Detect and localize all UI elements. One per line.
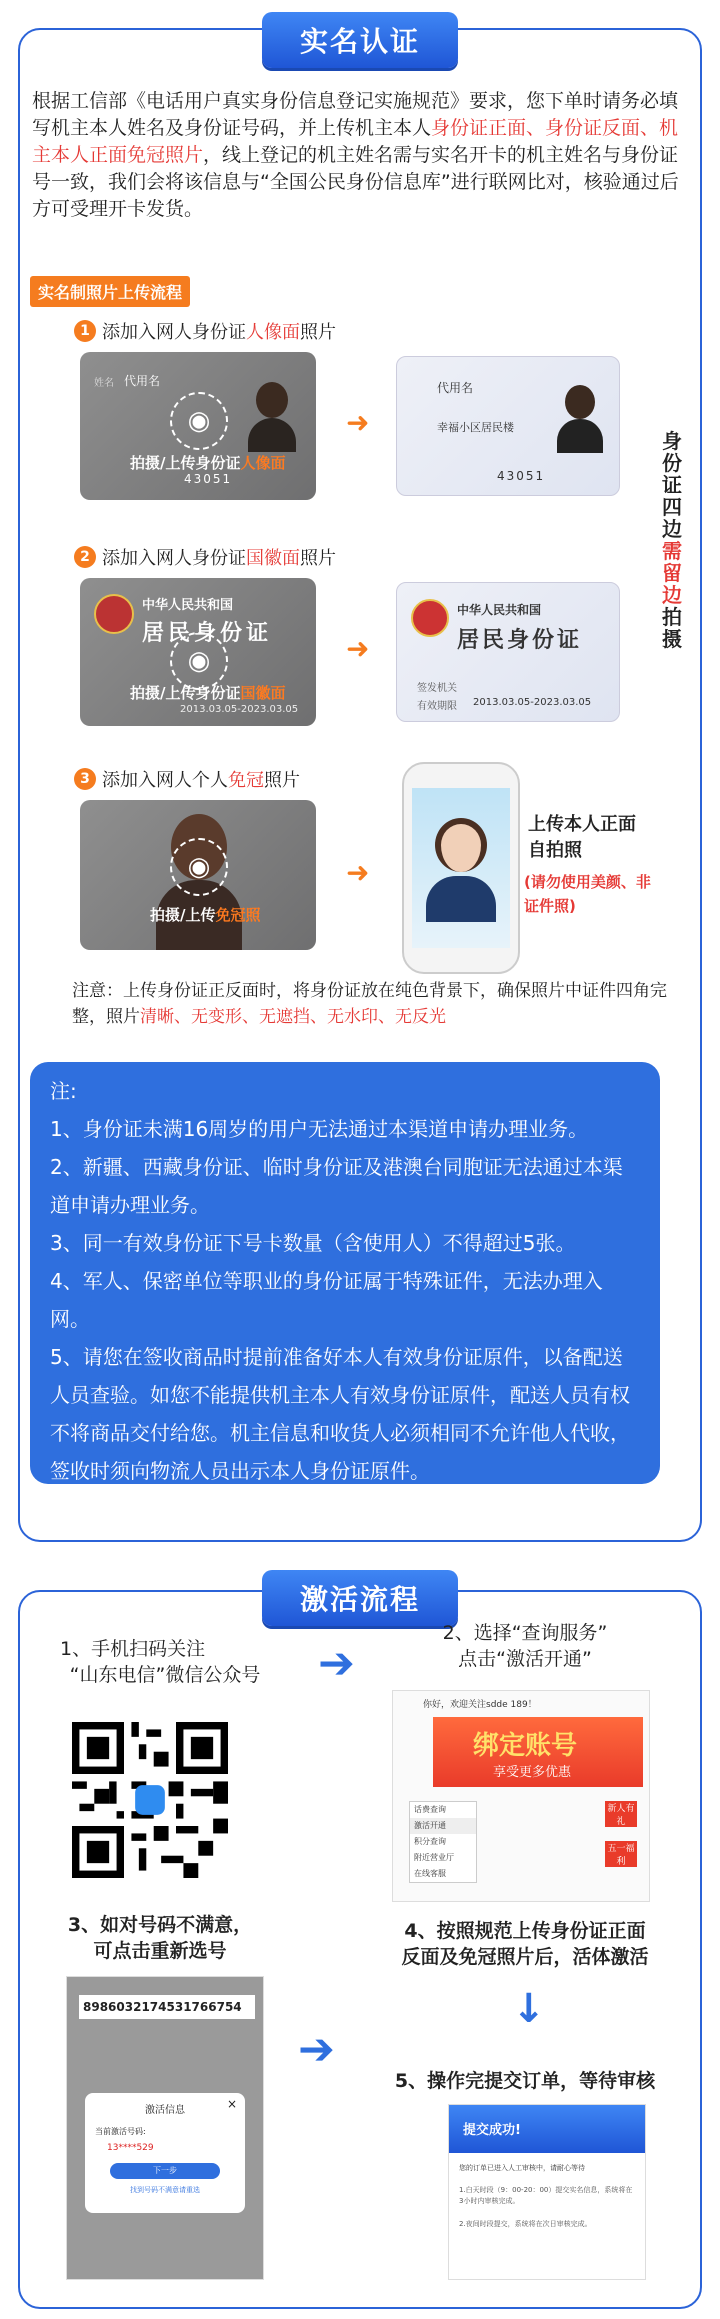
sample-addr-value: 幸福小区居民楼 bbox=[437, 421, 514, 434]
side-note-2: 拍摄 bbox=[662, 605, 682, 651]
selfie-upload-card[interactable] bbox=[80, 800, 316, 950]
notes-title: 注: bbox=[50, 1079, 77, 1103]
sample-avatar bbox=[557, 385, 603, 455]
emblem-icon bbox=[94, 594, 134, 634]
id-front-upload-card[interactable] bbox=[80, 352, 316, 500]
id-back-upload-card[interactable] bbox=[80, 578, 316, 726]
step2-upload-highlight: 国徽面 bbox=[240, 684, 286, 702]
banner-small: 享受更多优惠 bbox=[493, 1765, 572, 1780]
notice-red: 清晰、无变形、无遮挡、无水印、无反光 bbox=[140, 1007, 446, 1027]
step2-upload-label[interactable] bbox=[130, 682, 286, 703]
popup-number: 13****529 bbox=[107, 2143, 154, 2153]
arrow-right-icon: ➜ bbox=[346, 406, 370, 439]
sample-validity-value: 2013.03.05-2023.03.05 bbox=[473, 697, 592, 708]
back-validity: 2013.03.05-2023.03.05 bbox=[180, 704, 299, 715]
step1-suffix: 照片 bbox=[300, 322, 336, 343]
flow-step1-line2: “山东电信”微信公众号 bbox=[69, 1664, 261, 1686]
step2-suffix: 照片 bbox=[300, 548, 336, 569]
flow-step5: 5、操作完提交订单，等待审核 bbox=[394, 2070, 656, 2092]
selfie-phone-sample bbox=[402, 762, 520, 974]
back-country: 中华人民共和国 bbox=[142, 598, 234, 613]
step1-upload-prefix: 拍摄/上传身份证 bbox=[130, 454, 241, 472]
flow-step3-line2: 可点击重新选号 bbox=[93, 1940, 227, 1962]
wechat-menu bbox=[409, 1801, 477, 1883]
step3-upload-highlight: 免冠照 bbox=[215, 906, 261, 924]
back-card-title: 居民身份证 bbox=[142, 621, 273, 646]
tag-1: 新人有礼 bbox=[605, 1801, 637, 1827]
sample-validity-label: 有效期限 bbox=[417, 701, 457, 712]
activation-title: 激活流程 bbox=[262, 1570, 458, 1626]
notes-box bbox=[30, 1062, 660, 1484]
flow-step1 bbox=[40, 1636, 290, 1688]
note-1: 1、身份证未满16周岁的用户无法通过本渠道申请办理业务。 bbox=[50, 1117, 589, 1141]
wechat-greeting: 你好，欢迎关注sdde 189！ bbox=[423, 1700, 537, 1710]
note-3: 3、同一有效身份证下号卡数量（含使用人）不得超过5张。 bbox=[50, 1231, 576, 1255]
side-note-1: 身份证四边 bbox=[662, 429, 682, 541]
note-5: 5、请您在签收商品时提前准备好本人有效身份证原件，以备配送人员查验。如您不能提供机主本人有效身份证原件，配送人员有权不将商品交付给您。机主信息和收货人必须相同不允许他人代收，签收时须向物流人员出示本人身份证原件。 bbox=[50, 1345, 630, 1483]
submit-detail-2: 2.夜间时段提交，系统将在次日审核完成。 bbox=[459, 2220, 592, 2228]
menu-item[interactable]: 在线客服 bbox=[414, 1869, 446, 1878]
phone-screen bbox=[412, 788, 510, 948]
arrow-right-icon: ➜ bbox=[346, 632, 370, 665]
id-back-sample bbox=[396, 582, 620, 722]
sample-id-value: 43051 bbox=[497, 469, 546, 483]
note-2: 2、新疆、西藏身份证、临时身份证及港澳台同胞证无法通过本渠道申请办理业务。 bbox=[50, 1155, 623, 1217]
flow-step3 bbox=[40, 1912, 280, 1964]
arrow-down-icon: ↓ bbox=[512, 1986, 546, 2032]
step2-prefix: 添加入网人身份证 bbox=[102, 548, 246, 569]
sample-card-title: 居民身份证 bbox=[457, 628, 583, 653]
menu-item[interactable]: 话费查询 bbox=[414, 1805, 446, 1814]
side-note bbox=[662, 430, 684, 650]
submit-msg: 您的订单已进入人工审核中，请耐心等待 bbox=[459, 2164, 585, 2172]
step3-number: 3 bbox=[74, 768, 96, 790]
sample-country: 中华人民共和国 bbox=[457, 603, 542, 617]
next-button[interactable]: 下一步 bbox=[110, 2163, 220, 2179]
sample-name-value: 代用名 bbox=[437, 381, 474, 395]
flow-step4-line1: 4、按照规范上传身份证正面 bbox=[404, 1920, 646, 1942]
step1-number: 1 bbox=[74, 320, 96, 342]
intro-part-1: 根据工信部《电话用户真实身份信息登记实施规范》要求，您下单时请务必填写机主本人姓名及身份证号码，并上传机主本人 bbox=[32, 90, 679, 139]
realname-title: 实名认证 bbox=[262, 12, 458, 68]
close-icon[interactable]: × bbox=[226, 2097, 237, 2111]
flow-step4 bbox=[380, 1918, 670, 1970]
step3-suffix: 照片 bbox=[264, 770, 300, 791]
tag-2: 五一福利 bbox=[605, 1841, 637, 1867]
popup-label: 当前激活号码: bbox=[95, 2127, 146, 2136]
banner-big: 绑定账号 bbox=[473, 1731, 578, 1761]
flow-step1-line1: 1、手机扫码关注 bbox=[60, 1638, 206, 1660]
step1-highlight: 人像面 bbox=[246, 322, 300, 343]
wechat-screenshot bbox=[392, 1690, 650, 1902]
menu-item[interactable]: 附近营业厅 bbox=[414, 1853, 454, 1862]
flow-step3-line1: 3、如对号码不满意， bbox=[67, 1914, 253, 1936]
menu-item[interactable]: 积分查询 bbox=[414, 1837, 446, 1846]
intro-part-3: ，线上登记的机主姓名需与实名开卡的机主姓名与身份证号一致，我们会将该信息与“全国公民身份信息库”进行联网比对，核验通过后方可受理开卡发货。 bbox=[32, 144, 679, 220]
submit-title: 提交成功! bbox=[463, 2123, 521, 2138]
submit-header bbox=[449, 2105, 645, 2153]
step2-number: 2 bbox=[74, 546, 96, 568]
menu-item-activate[interactable]: 激活开通 bbox=[410, 1818, 476, 1834]
step1-upload-highlight: 人像面 bbox=[240, 454, 286, 472]
intro-part-2-highlight: 身份证正面、身份证反面、机主本人正面免冠照片 bbox=[32, 117, 679, 166]
id-front-sample bbox=[396, 356, 620, 496]
selfie-note: (请勿使用美颜、非证件照) bbox=[524, 873, 651, 915]
avatar-silhouette bbox=[248, 382, 296, 454]
qr-code-icon bbox=[72, 1722, 228, 1878]
activation-popup bbox=[85, 2093, 245, 2213]
step2-upload-prefix: 拍摄/上传身份证 bbox=[130, 684, 241, 702]
card-name-label: 姓名 bbox=[94, 378, 114, 389]
camera-icon[interactable]: ◉ bbox=[170, 392, 228, 450]
side-note-red: 需留边 bbox=[662, 539, 682, 607]
popup-title: 激活信息 bbox=[145, 2105, 185, 2116]
flow-step2 bbox=[400, 1620, 650, 1672]
number-select-screenshot bbox=[66, 1976, 264, 2280]
qr-code[interactable] bbox=[72, 1722, 228, 1878]
upload-notice bbox=[72, 978, 672, 1030]
step3-prefix: 添加入网人个人 bbox=[102, 770, 228, 791]
reselect-link[interactable]: 找到号码不满意请重选 bbox=[130, 2186, 200, 2194]
step2-highlight: 国徽面 bbox=[246, 548, 300, 569]
flow-step2-line1: 2、选择“查询服务” bbox=[442, 1622, 608, 1644]
submit-detail-1: 1.白天时段（9：00-20：00）提交实名信息，系统将在3小时内审核完成。 bbox=[459, 2186, 633, 2205]
step3-upload-label[interactable] bbox=[150, 904, 261, 925]
notice-prefix: 注意：上传身份证正反面时，将身份证放在纯色背景下，确保照片中证件四角完整，照片 bbox=[72, 981, 667, 1027]
iccid-field[interactable]: 8986032174531766754 bbox=[79, 1995, 255, 2019]
wechat-banner bbox=[433, 1717, 643, 1787]
arrow-right-icon: ➜ bbox=[346, 856, 370, 889]
card-id-value: 43051 bbox=[184, 472, 233, 486]
sample-emblem-icon bbox=[411, 599, 449, 637]
step1-header bbox=[74, 318, 336, 344]
submit-success-screenshot bbox=[448, 2104, 646, 2280]
arrow-right-icon: ➔ bbox=[318, 1638, 355, 1689]
process-badge: 实名制照片上传流程 bbox=[30, 276, 190, 307]
camera-icon[interactable]: ◉ bbox=[170, 838, 228, 896]
card-name-value: 代用名 bbox=[124, 374, 161, 388]
step1-prefix: 添加入网人身份证 bbox=[102, 322, 246, 343]
sample-issuer-label: 签发机关 bbox=[417, 683, 457, 694]
step1-upload-label[interactable] bbox=[130, 452, 286, 473]
step2-header bbox=[74, 544, 336, 570]
flow-step2-line2: 点击“激活开通” bbox=[458, 1648, 592, 1670]
intro-text bbox=[32, 88, 682, 223]
step3-header bbox=[74, 766, 300, 792]
arrow-right-icon: ➔ bbox=[298, 2024, 335, 2075]
step3-highlight: 免冠 bbox=[228, 770, 264, 791]
step3-upload-prefix: 拍摄/上传 bbox=[150, 906, 216, 924]
flow-step4-line2: 反面及免冠照片后，活体激活 bbox=[401, 1946, 649, 1968]
camera-icon[interactable]: ◉ bbox=[170, 632, 228, 690]
note-4: 4、军人、保密单位等职业的身份证属于特殊证件，无法办理入网。 bbox=[50, 1269, 603, 1331]
selfie-caption: 上传本人正面自拍照 bbox=[528, 814, 636, 861]
